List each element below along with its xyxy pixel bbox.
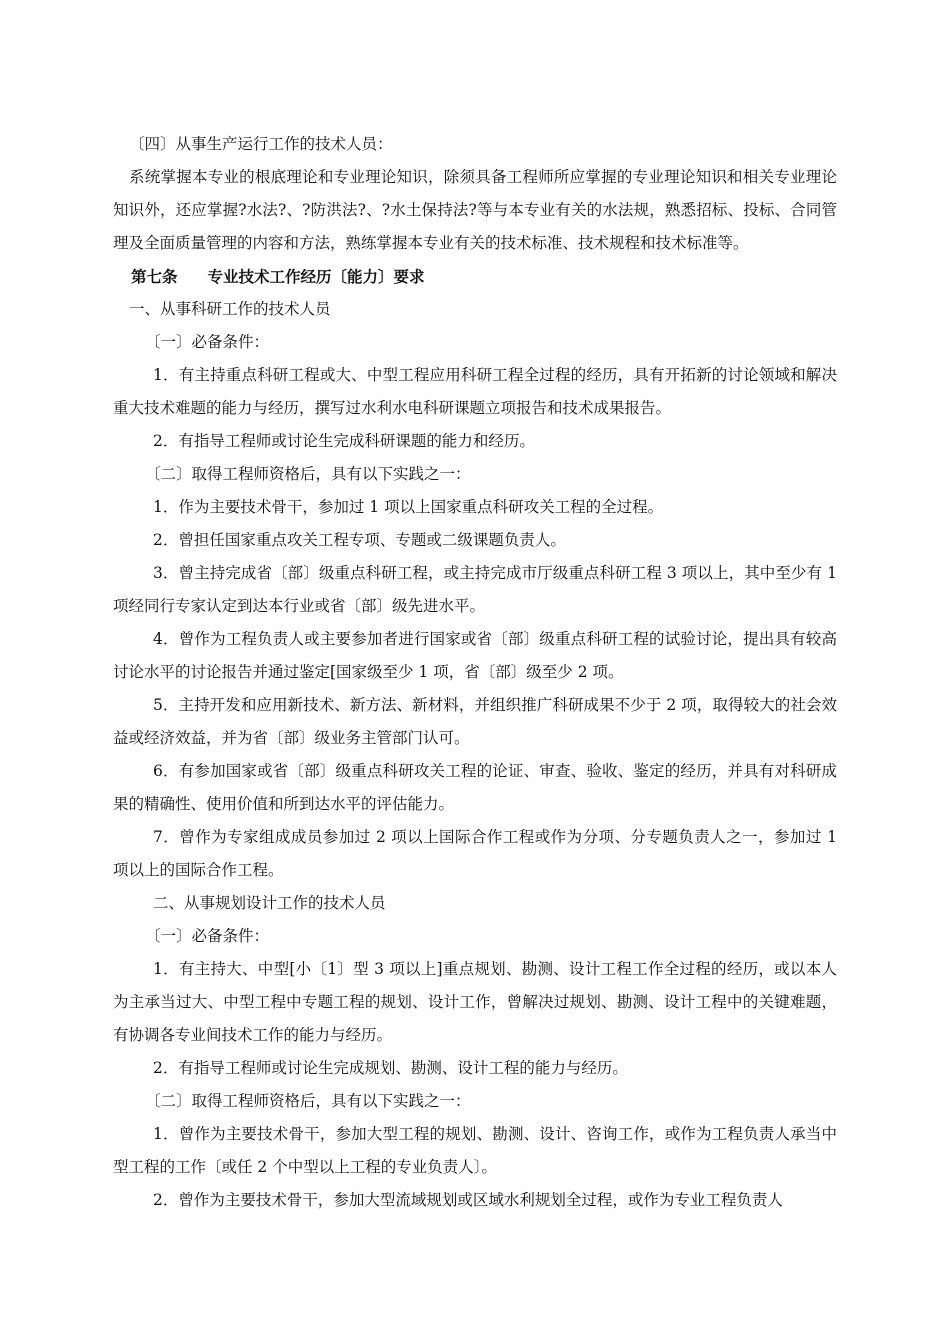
list-item: 1．作为主要技术骨干，参加过 1 项以上国家重点科研攻关工程的全过程。 (153, 498, 664, 516)
list-item: 7．曾作为专家组成成员参加过 2 项以上国际合作工程或作为分项、分专题负责人之一，参加过 1 项以上的国际合作工程。 (113, 828, 837, 879)
subsection-heading: 〔二〕取得工程师资格后，具有以下实践之一： (145, 1092, 471, 1110)
list-item: 2．有指导工程师或讨论生完成科研课题的能力和经历。 (153, 432, 535, 450)
list-item: 6．有参加国家或省〔部〕级重点科研攻关工程的论证、审查、验收、鉴定的经历，并具有对科研成果的精确性、使用价值和所到达水平的评估能力。 (113, 762, 837, 813)
list-item: 4．曾作为工程负责人或主要参加者进行国家或省〔部〕级重点科研工程的试验讨论，提出具有较高讨论水平的讨论报告并通过鉴定[国家级至少 1 项，省〔部〕级至少 2 项。 (113, 630, 837, 681)
subsection-heading: 〔一〕必备条件： (145, 927, 270, 945)
list-item: 1．曾作为主要技术骨干，参加大型工程的规划、勘测、设计、咨询工作，或作为工程负责人承当中型工程的工作〔或任 2 个中型以上工程的专业负责人〕。 (113, 1125, 837, 1176)
list-item: 3．曾主持完成省〔部〕级重点科研工程，或主持完成市厅级重点科研工程 3 项以上，其中至少有 1 项经同行专家认定到达本行业或省〔部〕级先进水平。 (113, 564, 837, 615)
list-item: 1．有主持大、中型[小〔1〕型 3 项以上]重点规划、勘测、设计工程工作全过程的经历，或以本人为主承当过大、中型工程中专题工程的规划、设计工作，曾解决过规划、勘测、设计工程中的关键难题，有协调各专业间技术工作的能力与经历。 (113, 960, 837, 1044)
list-item: 2．曾担任国家重点攻关工程专项、专题或二级课题负责人。 (153, 531, 566, 549)
section-heading-production: 〔四〕从事生产运行工作的技术人员： (129, 135, 393, 153)
section-heading-planning: 二、从事规划设计工作的技术人员 (153, 894, 386, 912)
article-title: 专业技术工作经历〔能力〕要求 (207, 267, 425, 286)
document-page (113, 128, 837, 1217)
section-heading-research: 一、从事科研工作的技术人员 (129, 300, 331, 318)
subsection-heading: 〔一〕必备条件： (145, 333, 270, 351)
paragraph: 系统掌握本专业的根底理论和专业理论知识，除须具备工程师所应掌握的专业理论知识和相关专业理论知识外，还应掌握?水法?、?防洪法?、?水土保持法?等与本专业有关的水法规，熟悉招标、投标、合同管理及全面质量管理的内容和方法，熟练掌握本专业有关的技术标准、技术规程和技术标准等。 (113, 168, 837, 252)
list-item: 2．曾作为主要技术骨干，参加大型流域规划或区域水利规划全过程，或作为专业工程负责人 (153, 1191, 783, 1209)
list-item: 2．有指导工程师或讨论生完成规划、勘测、设计工程的能力与经历。 (153, 1059, 628, 1077)
list-item: 5．主持开发和应用新技术、新方法、新材料，并组织推广科研成果不少于 2 项，取得较大的社会效益或经济效益，并为省〔部〕级业务主管部门认可。 (113, 696, 837, 747)
article-number: 第七条 (131, 267, 178, 286)
article-heading (113, 260, 837, 293)
subsection-heading: 〔二〕取得工程师资格后，具有以下实践之一： (145, 465, 471, 483)
list-item: 1．有主持重点科研工程或大、中型工程应用科研工程全过程的经历，具有开拓新的讨论领域和解决重大技术难题的能力与经历，撰写过水利水电科研课题立项报告和技术成果报告。 (113, 366, 837, 417)
